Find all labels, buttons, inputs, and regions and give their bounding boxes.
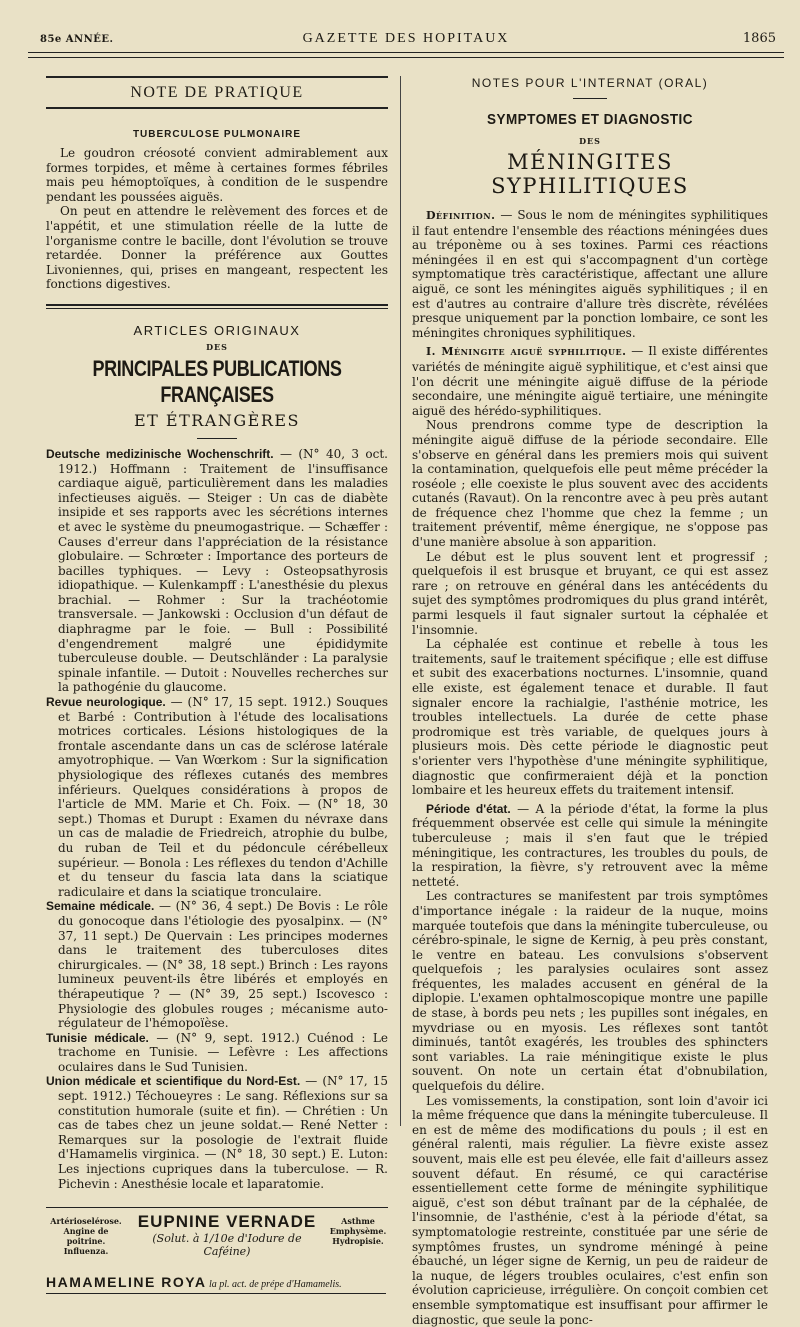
short-rule xyxy=(573,98,607,99)
publications-title: PRINCIPALES PUBLICATIONS FRANÇAISES xyxy=(92,355,342,407)
definition-paragraph xyxy=(412,208,768,340)
year-label: 85e ANNÉE. xyxy=(40,34,114,45)
header-rule xyxy=(28,52,784,58)
journal-name: Union médicale et scientifique du Nord-Est. xyxy=(46,1074,301,1089)
journal-title: GAZETTE DES HOPITAUX xyxy=(302,31,510,46)
entry-text: — (N° 40, 3 oct. 1912.) Hoffmann : Traitement de l'insuffisance cardiaque aiguë, particulièrement dans les maladies infectieuses aiguës. — Steiger : Un cas de diabète insipide et ses rapports avec les sécrétions internes et avec le système du pneumogastrique. — Schæffer : Causes d'erreur dans l'appréciation de la résistance globulaire. — Schrœter : Importance des porteurs de bacilles typhiques. — Levy : Osteopsathyrosis idiopathique. — Kulenkampff : L'anesthésie du plexus brachial. — Rohmer : Sur la trachéotomie transversale. — Jankowski : Occlusion d'un défaut de diaphragme par le foie. — Bull : Possibilité d'engendrement malgré une épididymite tuberculeuse double. — Deutschländer : La paralysie spinale infantile. — Dutoit : Nouvelles recherches sur la pathogénie du glaucome. xyxy=(58,446,388,695)
entry-text: — (N° 17, 15 sept. 1912.) Souques et Barbé : Contribution à l'étude des localisations motrices corticales. Lésions histologiques de la frontale ascendante dans un cas de sclérose latérale amyotrophique. — Van Wœrkom : Sur la signification physiologique des réflexes cutanés des membres inférieurs. Quelques considérations à propos de l'article de MM. Marie et Ch. Foix. — (N° 18, 30 sept.) Thomas et Durupt : Examen du névraxe dans un cas de maladie de Friedreich, atrophie du bulbe, du ruban de Teil et du pédoncule cérébelleux supérieur. — Bonola : Les réflexes du tendon d'Achille et du tenseur du fascia lata dans la sciatique radiculaire et dans la sciatique tronculaire. xyxy=(58,695,388,899)
definition-label: Définition. xyxy=(426,209,496,222)
journal-name: Deutsche medizinische Wochenschrift. xyxy=(46,446,274,461)
journal-name: Revue neurologique. xyxy=(46,695,166,710)
paragraph-contractures: Les contractures se manifestent par trois symptômes d'importance inégale : la raideur de la nuque, moins marquée toutefois que dans la méningite tuberculeuse, ou cérébro-spinale, le signe de Kernig, à peu près constant, le ventre en bateau. Les convulsions s'observent quelquefois ; les paralysies oculaires sont assez fréquentes, les malades accusent en général de la diplopie. L'examen ophtalmoscopique montre une papille de stase, à bords peu nets ; les pupilles sont inégales, en myvdriase ou en myosis. Les réflexes sont tantôt diminués, tantôt exagérés, les troubles des sphincters sont variables. La raie méningitique existe le plus souvent. On note un certain état d'obnubilation, quelquefois du délire. xyxy=(412,889,768,1094)
paragraph-vomissements: Les vomissements, la constipation, sont loin d'avoir ici la même fréquence que dans la méningite tuberculeuse. Il en est de même des modifications du pouls ; il est en général ralenti, mais régulier. La fièvre existe assez souvent, mais elle est peu élevée, elle fait d'ailleurs assez souvent défaut. En résumé, ce qui caractérise essentiellement cette forme de méningite syphilitique aiguë, c'est son début traînant par de la céphalée, de l'insomnie, de l'asthénie, c'est à la période d'état, sa symptomatologie restreinte, constituée par une série de symptômes frustes, un syndrome méningé à peine ébauché, un léger signe de Kernig, un peu de raideur de la nuque, de légers troubles oculaires, c'est enfin son évolution capricieuse, irrégulière. On conçoit combien cet ensemble symptomatique est insuffisant pour affirmer le diagnostic, que seule la ponc- xyxy=(412,1093,768,1327)
ad-line: Hydropisie. xyxy=(332,1236,384,1247)
note-paragraph-1: Le goudron créosoté convient admirablement aux formes torpides, et même à certaines formes fébriles mais peu hémoptoïques, à condition de le suspendre pendant les poussées aiguës. xyxy=(46,146,388,204)
periode-text: — A la période d'état, la forme la plus fréquemment observée est celle qui simule la méningite tuberculeuse ; mais il s'en faut que le trépied méningitique, les contractures, les troubles du pouls, de la respiration, la fièvre, s'y retrouvent avec la même netteté. xyxy=(412,801,768,889)
entry-text: — (N° 36, 4 sept.) De Bovis : Le rôle du gonocoque dans l'étiologie des pyosalpinx. — (N° 37, 11 sept.) De Quervain : Les principes modernes dans le traitement des tuberculoses dites chirurgicales. — (N° 38, 18 sept.) Brinch : Les rayons lumineux peuvent-ils être libérés et employés en thérapeutique ? — (N° 39, 25 sept.) Iscovesco : Physiologie des globules rouges ; mécanisme auto-régulateur de l'hémopoïèse. xyxy=(58,899,389,1031)
entry-text: — (N° 17, 15 sept. 1912.) Téchoueyres : Le sang. Réflexions sur sa constitution humorale (suite et fin). — Chrétien : Un cas de tabes chez un jeune soldat.— René Netter : Remarques sur la posologie de l'extrait fluide d'Hamamelis virginica. — (N° 18, 30 sept.) E. Luton: Les injections cupriques dans la tuberculose. — R. Pichevin : Anesthésie locale et laparatomie. xyxy=(58,1074,388,1191)
journal-name: Tunisie médicale. xyxy=(46,1030,149,1045)
ad-line: Angine de poitrine. xyxy=(63,1226,109,1247)
ad-center xyxy=(130,1212,324,1258)
right-column xyxy=(412,76,768,1327)
section-rule xyxy=(46,304,388,309)
advertisement-eupnine xyxy=(46,1207,388,1274)
etrangeres-title: ET ÉTRANGÈRES xyxy=(133,410,301,430)
notes-heading: NOTES POUR L'INTERNAT (ORAL) xyxy=(471,76,709,90)
running-header xyxy=(28,22,784,50)
ad-line: Emphysème. xyxy=(329,1226,387,1237)
entry-union xyxy=(46,1074,388,1191)
ad-brand: EUPNINE VERNADE xyxy=(137,1212,317,1232)
short-rule xyxy=(197,438,237,439)
advertisement-hamameline xyxy=(46,1274,388,1290)
paragraph-cephalee: La céphalée est continue et rebelle à tous les traitements, sauf le traitement spécifique ; elle est diffuse et subit des exacerbations nocturnes. L'insomnie, quand elle existe, est également tenace et durable. Il faut signaler encore la rachialgie, l'asthénie motrice, les troubles intellectuels. La durée de cette phase prodromique est très variable, de quelques jours à plusieurs mois. Dès cette période le diagnostic peut s'orienter vers l'hypothèse d'une méningite syphilitique, diagnostic que confirmeraient déjà et la ponction lombaire et les heureux effets du traitement intensif. xyxy=(412,637,768,798)
note-paragraph-2: On peut en attendre le relèvement des forces et de l'appétit, et une stimulation réelle de la lutte de l'organisme contre le bacille, dont l'évolution se trouve retardée. Donner la préférence aux Gouttes Livoniennes, qui, prises en mangeant, respectent les fonctions digestives. xyxy=(46,204,388,292)
section-1-paragraph xyxy=(412,344,768,418)
ad-right-indications xyxy=(328,1216,388,1246)
meningites-title: MÉNINGITES SYPHILITIQUES xyxy=(491,150,689,198)
ad2-brand: HAMAMELINE ROYA xyxy=(46,1274,207,1291)
ad2-sub: la pl. act. de prépe d'Hamamelis. xyxy=(206,1279,342,1291)
section-1-label: I. Méningite aiguë syphilitique. xyxy=(426,345,627,359)
paragraph-nous: Nous prendrons comme type de description la méningite aiguë diffuse de la période secondaire. Elle s'observe en général dans les premiers mois qui suivent la contamination, quelquefois elle peut même précéder la roséole ; elle coexiste le plus souvent avec des accidents cutanés (Ravaut). On la rencontre avec à peu près autant de fréquence chez l'homme que chez la femme ; un traitement préventif, même énergique, ne s'oppose pas d'une manière absolue à son apparition. xyxy=(412,418,768,550)
entry-semaine xyxy=(46,899,388,1030)
paragraph-debut: Le début est le plus souvent lent et progressif ; quelquefois il est brusque et bruyant, ce qui est assez rare ; on retrouve en général dans les antécédents du sujet des symptômes prodromiques du plus grand intérêt, parmi lesquels il faut signaler surtout la céphalée et l'insomnie. xyxy=(412,549,768,637)
periode-label: Période d'état. xyxy=(426,801,511,816)
entry-tunisie xyxy=(46,1031,388,1075)
note-subtitle: TUBERCULOSE PULMONAIRE xyxy=(132,129,302,140)
periode-paragraph xyxy=(412,802,768,890)
ad-left-indications xyxy=(46,1216,126,1256)
entry-text: — (N° 9, sept. 1912.) Cuénod : Le trachome en Tunisie. — Lefèvre : Les affections oculaires dans le Sud Tunisien. xyxy=(58,1030,388,1074)
ad-line: Influenza. xyxy=(63,1246,109,1257)
column-divider xyxy=(400,76,401,1126)
des-label: DES xyxy=(206,341,228,352)
entry-revue-neuro xyxy=(46,695,388,899)
ad-line: Asthme xyxy=(341,1216,375,1227)
note-title-box xyxy=(46,76,388,109)
section-1-text: — Il existe différentes variétés de méningite aiguë syphilitique, et c'est ainsi que l'on décrit une méningite aiguë diffuse de la période secondaire, une méningite aiguë tertiaire, une méningite aiguë des hérédo-syphilitiques. xyxy=(412,344,769,418)
definition-text: — Sous le nom de méningites syphilitiques il faut entendre l'ensemble des réactions méningées dues au tréponème ou à ses toxines. Parmi ces réactions méningées il en est qui s'accompagnent d'un cortège symptomatique très caractéristique, affectant une allure aiguë, ce sont les méningites aiguës syphilitiques ; il en est d'autres au contraire d'allure très discrète, révélées presque uniquement par la ponction lombaire, ce sont les méningites chroniques syphilitiques. xyxy=(412,208,768,340)
des-label: DES xyxy=(579,136,601,146)
page xyxy=(28,22,784,1327)
journal-name: Semaine médicale. xyxy=(46,899,155,914)
articles-title: ARTICLES ORIGINAUX xyxy=(133,322,301,338)
note-title: NOTE DE PRATIQUE xyxy=(130,84,304,101)
bottom-rule xyxy=(46,1293,386,1294)
page-number: 1865 xyxy=(742,31,776,46)
ad-line: Artérioselérose. xyxy=(50,1216,122,1227)
left-column xyxy=(46,76,388,1294)
symptoms-title: SYMPTOMES ET DIAGNOSTIC xyxy=(487,111,693,128)
entry-deutsche xyxy=(46,447,388,695)
ad-sub: (Solut. à 1/10e d'Iodure de Caféine) xyxy=(152,1232,302,1259)
